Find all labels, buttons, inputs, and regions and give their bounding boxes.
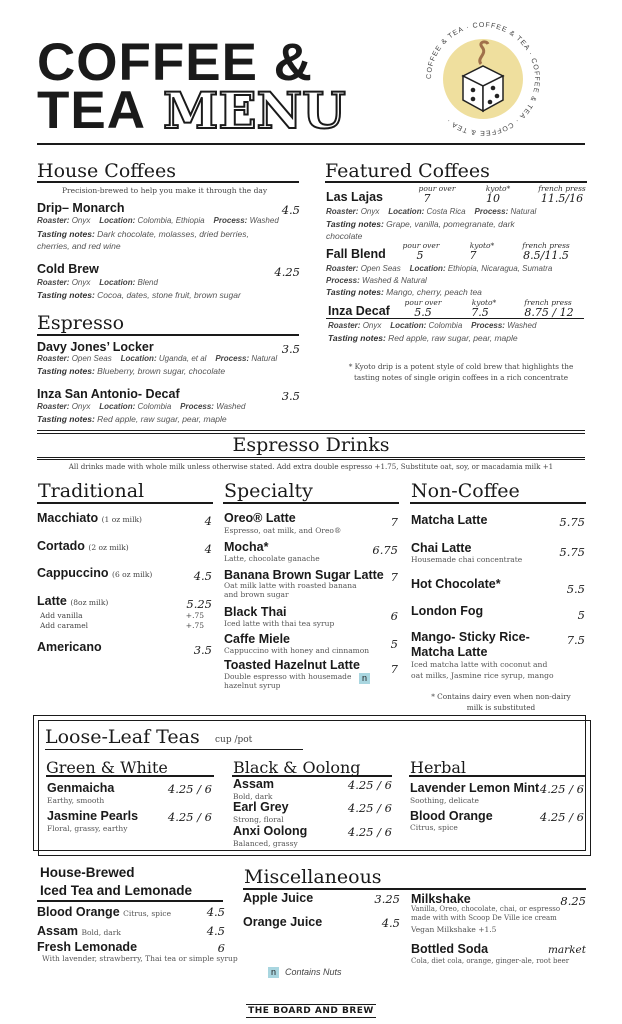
soda-name: Bottled Soda [411,942,489,956]
tea-item: Anxi Oolong [233,824,308,838]
green-white-title: Green & White [46,758,168,777]
tea-price: 4.25 / 6 [539,782,584,796]
non-coffee-price: 5.75 [559,545,585,559]
page-title-line2-tea: TEA [37,81,146,140]
espresso-drinks-subtitle: All drinks made with whole milk unless otherwise stated. Add extra double espresso +1.75, Substitute oat, soy, or macadamia milk +1 [68,462,554,471]
specialty-item: Oreo® Latte [224,511,296,525]
pour-over-label: pour over [402,241,440,250]
tea-item: Assam [233,777,274,791]
espresso-title: Espresso [37,312,125,334]
featured-coffee-name: Inza Decaf [328,304,390,318]
featured-rule [325,181,587,183]
featured-coffee-name: Fall Blend [326,247,386,261]
specialty-desc: Oat milk latte with roasted banana and brown sugar [224,581,357,599]
specialty-price: 7 [390,570,398,584]
non-coffee-price: 5.75 [559,515,585,529]
house-coffee-meta: Roaster: Onyx Location: Colombia, Ethiopia Process: Washed [37,216,279,225]
featured-coffee-name: Las Lajas [326,190,383,204]
soda-price: market [547,944,586,956]
non-coffee-title: Non-Coffee [411,480,520,502]
kyoto-label: kyoto* [471,298,497,307]
traditional-price: 4 [204,514,212,528]
french-press-label: french press [522,241,570,250]
espresso-rule [37,334,299,336]
tea-price: 4.25 / 6 [539,810,584,824]
milkshake-desc: Vanilla, Oreo, chocolate, chai, or espresso made with with Scoop De Ville ice cream [411,905,561,922]
house-coffee-price: 4.5 [281,203,300,217]
specialty-price: 5 [390,637,398,651]
misc-price: 4.5 [381,916,400,930]
espresso-meta: Roaster: Onyx Location: Colombia Process: Washed [37,402,246,411]
misc-item: Orange Juice [243,915,323,929]
specialty-item: Caffe Miele [224,632,290,646]
house-coffees-subtitle: Precision-brewed to help you make it through the day [62,186,268,195]
pour-over-label: pour over [404,298,442,307]
contains-nuts-legend: Contains Nuts [285,967,342,977]
house-coffee-notes: Tasting notes: Cocoa, dates, stone fruit, brown sugar [37,290,241,300]
traditional-price: 3.5 [193,643,212,657]
non-coffee-item: Chai Latte [411,541,472,555]
specialty-desc: Espresso, oat milk, and Oreo® [224,526,342,535]
non-coffee-desc: Iced matcha latte with coconut and oat milks, Jasmine rice syrup, mango [411,660,554,680]
traditional-item: Latte (8oz milk) [37,594,109,608]
tea-desc: Balanced, grassy [233,839,298,848]
lemonade-desc: With lavender, strawberry, Thai tea or simple syrup [42,954,238,963]
header-divider [37,143,585,145]
traditional-rule [37,502,213,504]
kyoto-price: 10 [486,192,500,205]
herbal-rule [409,775,585,777]
non-coffee-desc: Housemade chai concentrate [411,555,523,564]
brand-logo [418,14,548,144]
pour-over-price: 7 [423,192,431,205]
specialty-rule [223,502,399,504]
non-coffee-item: Matcha Latte [411,513,488,527]
espresso-drinks-bottom-rule-2 [37,459,585,460]
addon-vanilla-price: +.75 [185,611,204,620]
espresso-drinks-title: Espresso Drinks [232,434,390,456]
specialty-price: 7 [390,515,398,529]
french-press-price: 8.75 / 12 [524,306,574,319]
espresso-price: 3.5 [281,389,300,403]
non-coffee-price: 7.5 [566,633,585,647]
house-coffee-name: Drip– Monarch [37,201,125,215]
featured-coffee-notes: Tasting notes: Grape, vanilla, pomegranate, dark chocolate [326,219,515,241]
pour-over-label: pour over [418,184,456,193]
contains-nuts-badge: n [359,673,370,684]
tea-desc: Soothing, delicate [410,796,479,805]
logo-ring-text: COFFEE & TEA · COFFEE & TEA · COFFEE & TEA · COFFEE & TEA · [425,21,541,137]
tea-item: Lavender Lemon Mint [410,781,540,795]
addon-vanilla: Add vanilla [40,611,83,620]
traditional-price: 4.5 [193,569,212,583]
tea-desc: Citrus, spice [410,823,458,832]
kyoto-label: kyoto* [485,184,511,193]
french-press-label: french press [524,298,572,307]
house-coffee-meta: Roaster: Onyx Location: Blend [37,278,158,287]
tea-item: Jasmine Pearls [47,809,139,823]
iced-rule [37,900,223,902]
traditional-item: Americano [37,640,102,654]
french-press-price: 11.5/16 [540,192,584,205]
featured-coffee-meta: Roaster: Onyx Location: Costa Rica Process: Natural [326,207,537,216]
misc-title: Miscellaneous [244,866,382,888]
non-coffee-item: Hot Chocolate* [411,577,501,591]
specialty-item: Mocha* [224,540,269,554]
tea-item: Genmaicha [47,781,115,795]
iced-price: 6 [217,941,225,955]
house-coffee-notes: Tasting notes: Dark chocolate, molasses, dried berries, cherries, and red wine [37,229,249,251]
espresso-name: Davy Jones’ Locker [37,340,154,354]
iced-item: Blood Orange Citrus, spice [37,905,172,919]
traditional-item: Cortado (2 oz milk) [37,539,129,553]
milkshake-name: Milkshake [411,892,471,906]
specialty-price: 7 [390,662,398,676]
green-white-rule [46,775,214,777]
traditional-item: Cappuccino (6 oz milk) [37,566,153,580]
tea-item: Earl Grey [233,800,289,814]
non-coffee-item: London Fog [411,604,484,618]
traditional-item: Macchiato (1 oz milk) [37,511,142,525]
herbal-title: Herbal [410,758,466,777]
featured-coffee-notes: Tasting notes: Red apple, raw sugar, pear, maple [328,333,518,343]
traditional-price: 5.25 [186,597,212,611]
loose-leaf-subtitle: cup /pot [215,735,253,745]
kyoto-price: 7 [469,249,477,262]
misc-item: Apple Juice [243,891,314,905]
house-coffees-rule [37,181,299,183]
milkshake-price: 8.25 [560,894,586,908]
contains-nuts-legend-badge: n [268,967,279,978]
specialty-title: Specialty [224,480,313,502]
featured-coffees-title: Featured Coffees [325,160,490,182]
addon-caramel: Add caramel [40,621,89,630]
non-coffee-price: 5.5 [566,582,585,596]
tea-item: Blood Orange [410,809,493,823]
traditional-price: 4 [204,542,212,556]
tea-price: 4.25 / 6 [347,778,392,792]
tea-desc: Earthy, smooth [47,796,105,805]
house-coffee-name: Cold Brew [37,262,99,276]
tea-desc: Floral, grassy, earthy [47,824,128,833]
kyoto-label: kyoto* [469,241,495,250]
specialty-price: 6 [390,609,398,623]
featured-coffee-notes: Tasting notes: Mango, cherry, peach tea [326,287,482,297]
loose-leaf-title: Loose-Leaf Teas [45,726,200,748]
non-coffee-item: Mango- Sticky Rice- Matcha Latte [411,630,530,659]
soda-desc: Cola, diet cola, orange, ginger-ale, root beer [411,957,570,965]
iced-title: House-Brewed Iced Tea and Lemonade [40,865,193,898]
pour-over-price: 5.5 [414,306,432,319]
french-press-price: 8.5/11.5 [523,249,569,262]
featured-coffee-meta: Roaster: Open Seas Location: Ethiopia, Nicaragua, Sumatra [326,264,553,273]
black-oolong-title: Black & Oolong [233,758,361,777]
misc-rule [243,888,586,890]
dairy-footnote: * Contains dairy even when non-dairy milk is substituted [431,692,571,712]
featured-coffee-process: Process: Washed & Natural [326,276,427,285]
iced-item: Fresh Lemonade [37,940,138,954]
french-press-label: french press [538,184,586,193]
espresso-meta: Roaster: Open Seas Location: Uganda, et al Process: Natural [37,354,278,363]
specialty-desc: Double espresso with housemade hazelnut syrup [224,672,352,690]
iced-item: Assam Bold, dark [37,924,121,938]
addon-caramel-price: +.75 [185,621,204,630]
specialty-price: 6.75 [372,543,398,557]
espresso-price: 3.5 [281,342,300,356]
loose-leaf-rule [45,749,303,750]
non-coffee-rule [410,502,586,504]
specialty-item: Banana Brown Sugar Latte [224,568,384,582]
specialty-item: Black Thai [224,605,287,619]
iced-price: 4.5 [206,924,225,938]
tea-desc: Strong, floral [233,815,284,824]
page-title-line2-menu: MENU [163,81,346,140]
specialty-item: Toasted Hazelnut Latte [224,658,360,672]
tea-price: 4.25 / 6 [167,782,212,796]
iced-price: 4.5 [206,905,225,919]
specialty-desc: Latte, chocolate ganache [224,554,320,563]
non-coffee-price: 5 [577,608,585,622]
vegan-milkshake: Vegan Milkshake +1.5 [411,925,497,934]
espresso-notes: Tasting notes: Blueberry, brown sugar, chocolate [37,366,226,376]
kyoto-footnote: * Kyoto drip is a potent style of cold brew that highlights the tasting notes of single origin coffees in a rich concentrate [348,362,574,382]
inza-decaf-underline [326,318,584,319]
featured-coffee-meta: Roaster: Onyx Location: Colombia Process: Washed [328,321,537,330]
tea-price: 4.25 / 6 [347,825,392,839]
espresso-drinks-top-rule [37,430,585,431]
tea-price: 4.25 / 6 [167,810,212,824]
house-coffee-price: 4.25 [274,265,300,279]
pour-over-price: 5 [416,249,424,262]
specialty-desc: Iced latte with thai tea syrup [224,619,335,628]
specialty-desc: Cappuccino with honey and cinnamon [224,646,370,655]
tea-desc: Bold, dark [233,792,273,801]
page-title-line1: COFFEE & [37,33,313,92]
footer-brand-logo: THE BOARD AND BREW [248,1006,374,1016]
espresso-name: Inza San Antonio- Decaf [37,387,180,401]
house-coffees-title: House Coffees [37,160,176,182]
kyoto-price: 7.5 [471,306,489,319]
traditional-title: Traditional [38,480,145,502]
espresso-drinks-bottom-rule [37,457,585,458]
tea-price: 4.25 / 6 [347,801,392,815]
misc-price: 3.25 [374,892,400,906]
espresso-notes: Tasting notes: Red apple, raw sugar, pear, maple [37,414,227,424]
